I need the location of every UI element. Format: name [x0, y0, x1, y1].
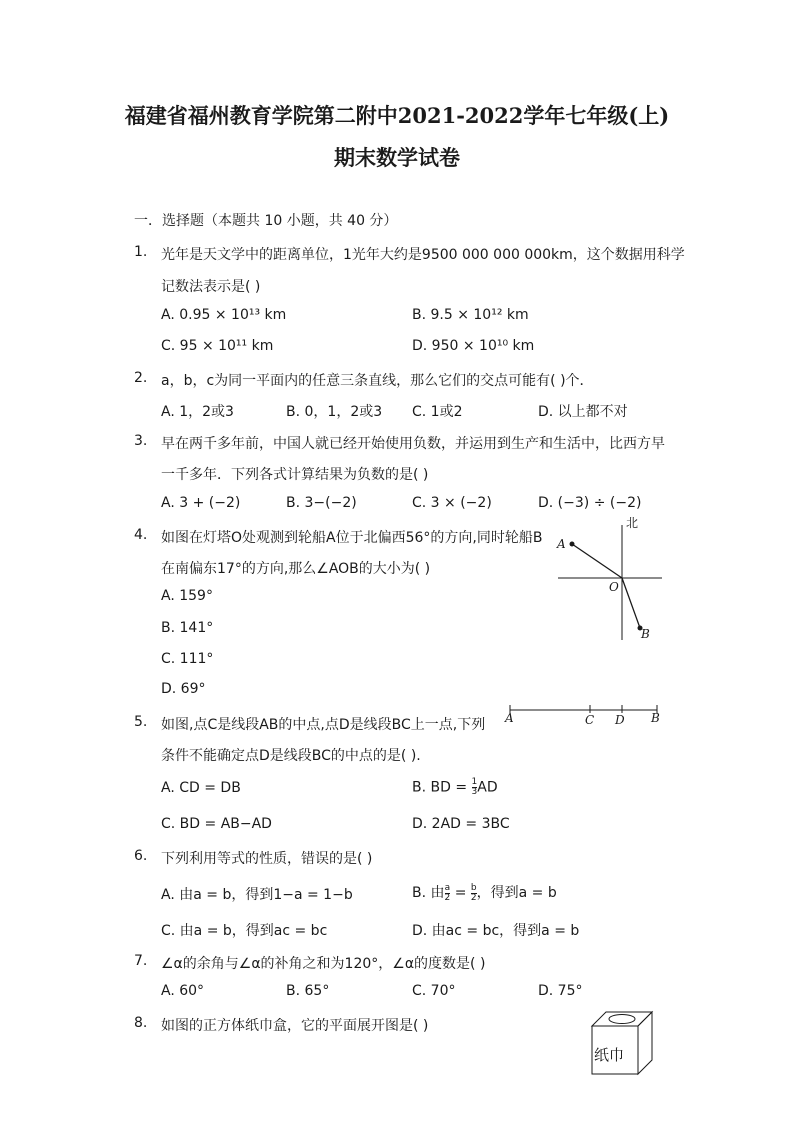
fraction-denominator: 2: [444, 892, 451, 903]
tissue-box-figure: [588, 1008, 658, 1078]
point-a: [570, 542, 575, 547]
question-6-option-a: A. 由a = b，得到1−a = 1−b: [161, 887, 353, 903]
north-label: 北: [626, 516, 639, 530]
question-2-option-a: A. 1，2或3: [161, 404, 234, 420]
segment-point-b-label: B: [651, 711, 660, 725]
question-5-option-b-suffix: AD: [477, 779, 498, 796]
question-2-option-c: C. 1或2: [412, 404, 463, 420]
question-2-text-line1: a，b，c为同一平面内的任意三条直线，那么它们的交点可能有( )个．: [161, 373, 594, 389]
section-heading: 一．选择题（本题共 10 小题，共 40 分）: [134, 213, 398, 229]
question-7-text-line1: ∠α的余角与∠α的补角之和为120°，∠α的度数是( ): [161, 956, 486, 972]
question-4-option-b: B. 141°: [161, 620, 214, 636]
question-3-number: 3.: [134, 433, 148, 449]
question-7-option-b: B. 65°: [286, 983, 330, 999]
question-1-option-d: D. 950 × 10¹⁰ km: [412, 338, 535, 354]
question-2-option-b: B. 0，1，2或3: [286, 404, 383, 420]
question-6-option-c: C. 由a = b，得到ac = bc: [161, 923, 328, 939]
question-5-option-c: C. BD = AB−AD: [161, 816, 272, 832]
segment-point-a-label: A: [505, 711, 514, 725]
question-6-option-b-equals: =: [450, 885, 471, 901]
tissue-box-label: 纸巾: [594, 1046, 625, 1064]
point-b-label: B: [641, 627, 650, 641]
question-6-option-d: D. 由ac = bc，得到a = b: [412, 923, 580, 939]
question-5-option-b: [412, 778, 498, 797]
question-1-text-line2: 记数法表示是( ): [161, 279, 261, 295]
question-6-option-b-prefix: B. 由: [412, 885, 445, 901]
question-4-option-c: C. 111°: [161, 651, 214, 667]
question-6-option-b: [412, 882, 557, 903]
question-3-option-c: C. 3 × (−2): [412, 495, 492, 511]
question-6-option-b-suffix: ，得到a = b: [476, 885, 557, 901]
question-3-option-d: D. (−3) ÷ (−2): [538, 495, 642, 511]
question-8-number: 8.: [134, 1015, 148, 1031]
question-1-option-b: B. 9.5 × 10¹² km: [412, 307, 529, 323]
ray-ob: [622, 578, 640, 628]
segment-point-c-label: C: [585, 713, 595, 727]
question-1-number: 1.: [134, 244, 148, 260]
fraction-denominator: 3: [471, 787, 478, 797]
question-5-option-a: A. CD = DB: [161, 780, 241, 796]
segment-point-d-label: D: [615, 713, 625, 727]
question-2-number: 2.: [134, 370, 148, 386]
question-1-option-a: A. 0.95 × 10¹³ km: [161, 307, 287, 323]
question-4-option-a: A. 159°: [161, 588, 213, 604]
question-5-option-b-prefix: B. BD =: [412, 779, 472, 796]
question-6-number: 6.: [134, 848, 148, 864]
question-5-option-d: D. 2AD = 3BC: [412, 816, 510, 832]
question-5-text-line2: 条件不能确定点D是线段BC的中点的是( ).: [161, 748, 421, 764]
question-3-option-b: B. 3−(−2): [286, 495, 357, 511]
fraction-numerator: a: [444, 882, 451, 893]
question-8-text-line1: 如图的正方体纸巾盒，它的平面展开图是( ): [161, 1018, 429, 1034]
question-5-number: 5.: [134, 714, 148, 730]
box-side-face: [638, 1012, 652, 1074]
question-7-number: 7.: [134, 953, 148, 969]
exam-title-line1: 福建省福州教育学院第二附中2021-2022学年七年级(上): [124, 103, 670, 128]
ray-oa: [572, 544, 622, 578]
question-7-option-a: A. 60°: [161, 983, 205, 999]
question-7-option-c: C. 70°: [412, 983, 456, 999]
question-3-option-a: A. 3 + (−2): [161, 495, 241, 511]
question-5-text-line1: 如图,点C是线段AB的中点,点D是线段BC上一点,下列: [161, 717, 486, 733]
point-o-label: O: [609, 580, 619, 594]
point-a-label: A: [557, 537, 566, 551]
question-4-text-line1: 如图在灯塔O处观测到轮船A位于北偏西56°的方向,同时轮船B: [161, 530, 543, 546]
question-4-text-line2: 在南偏东17°的方向,那么∠AOB的大小为( ): [161, 561, 431, 577]
question-3-text-line1: 早在两千多年前，中国人就已经开始使用负数，并运用到生产和生活中，比西方早: [161, 436, 665, 452]
box-opening: [609, 1015, 635, 1024]
question-4-option-d: D. 69°: [161, 681, 206, 697]
question-2-option-d: D. 以上都不对: [538, 404, 628, 420]
exam-title-line2: 期末数学试卷: [334, 145, 460, 170]
fraction-numerator: 1: [471, 777, 478, 787]
question-1-text-line1: 光年是天文学中的距离单位，1光年大约是9500 000 000 000km，这个数据用科学: [161, 247, 685, 263]
fraction-numerator: b: [470, 882, 477, 893]
question-4-number: 4.: [134, 527, 148, 543]
question-3-text-line2: 一千多年．下列各式计算结果为负数的是( ): [161, 467, 429, 483]
question-6-text-line1: 下列利用等式的性质，错误的是( ): [161, 851, 373, 867]
question-1-option-c: C. 95 × 10¹¹ km: [161, 338, 274, 354]
fraction-denominator: 2: [470, 892, 477, 903]
question-7-option-d: D. 75°: [538, 983, 583, 999]
